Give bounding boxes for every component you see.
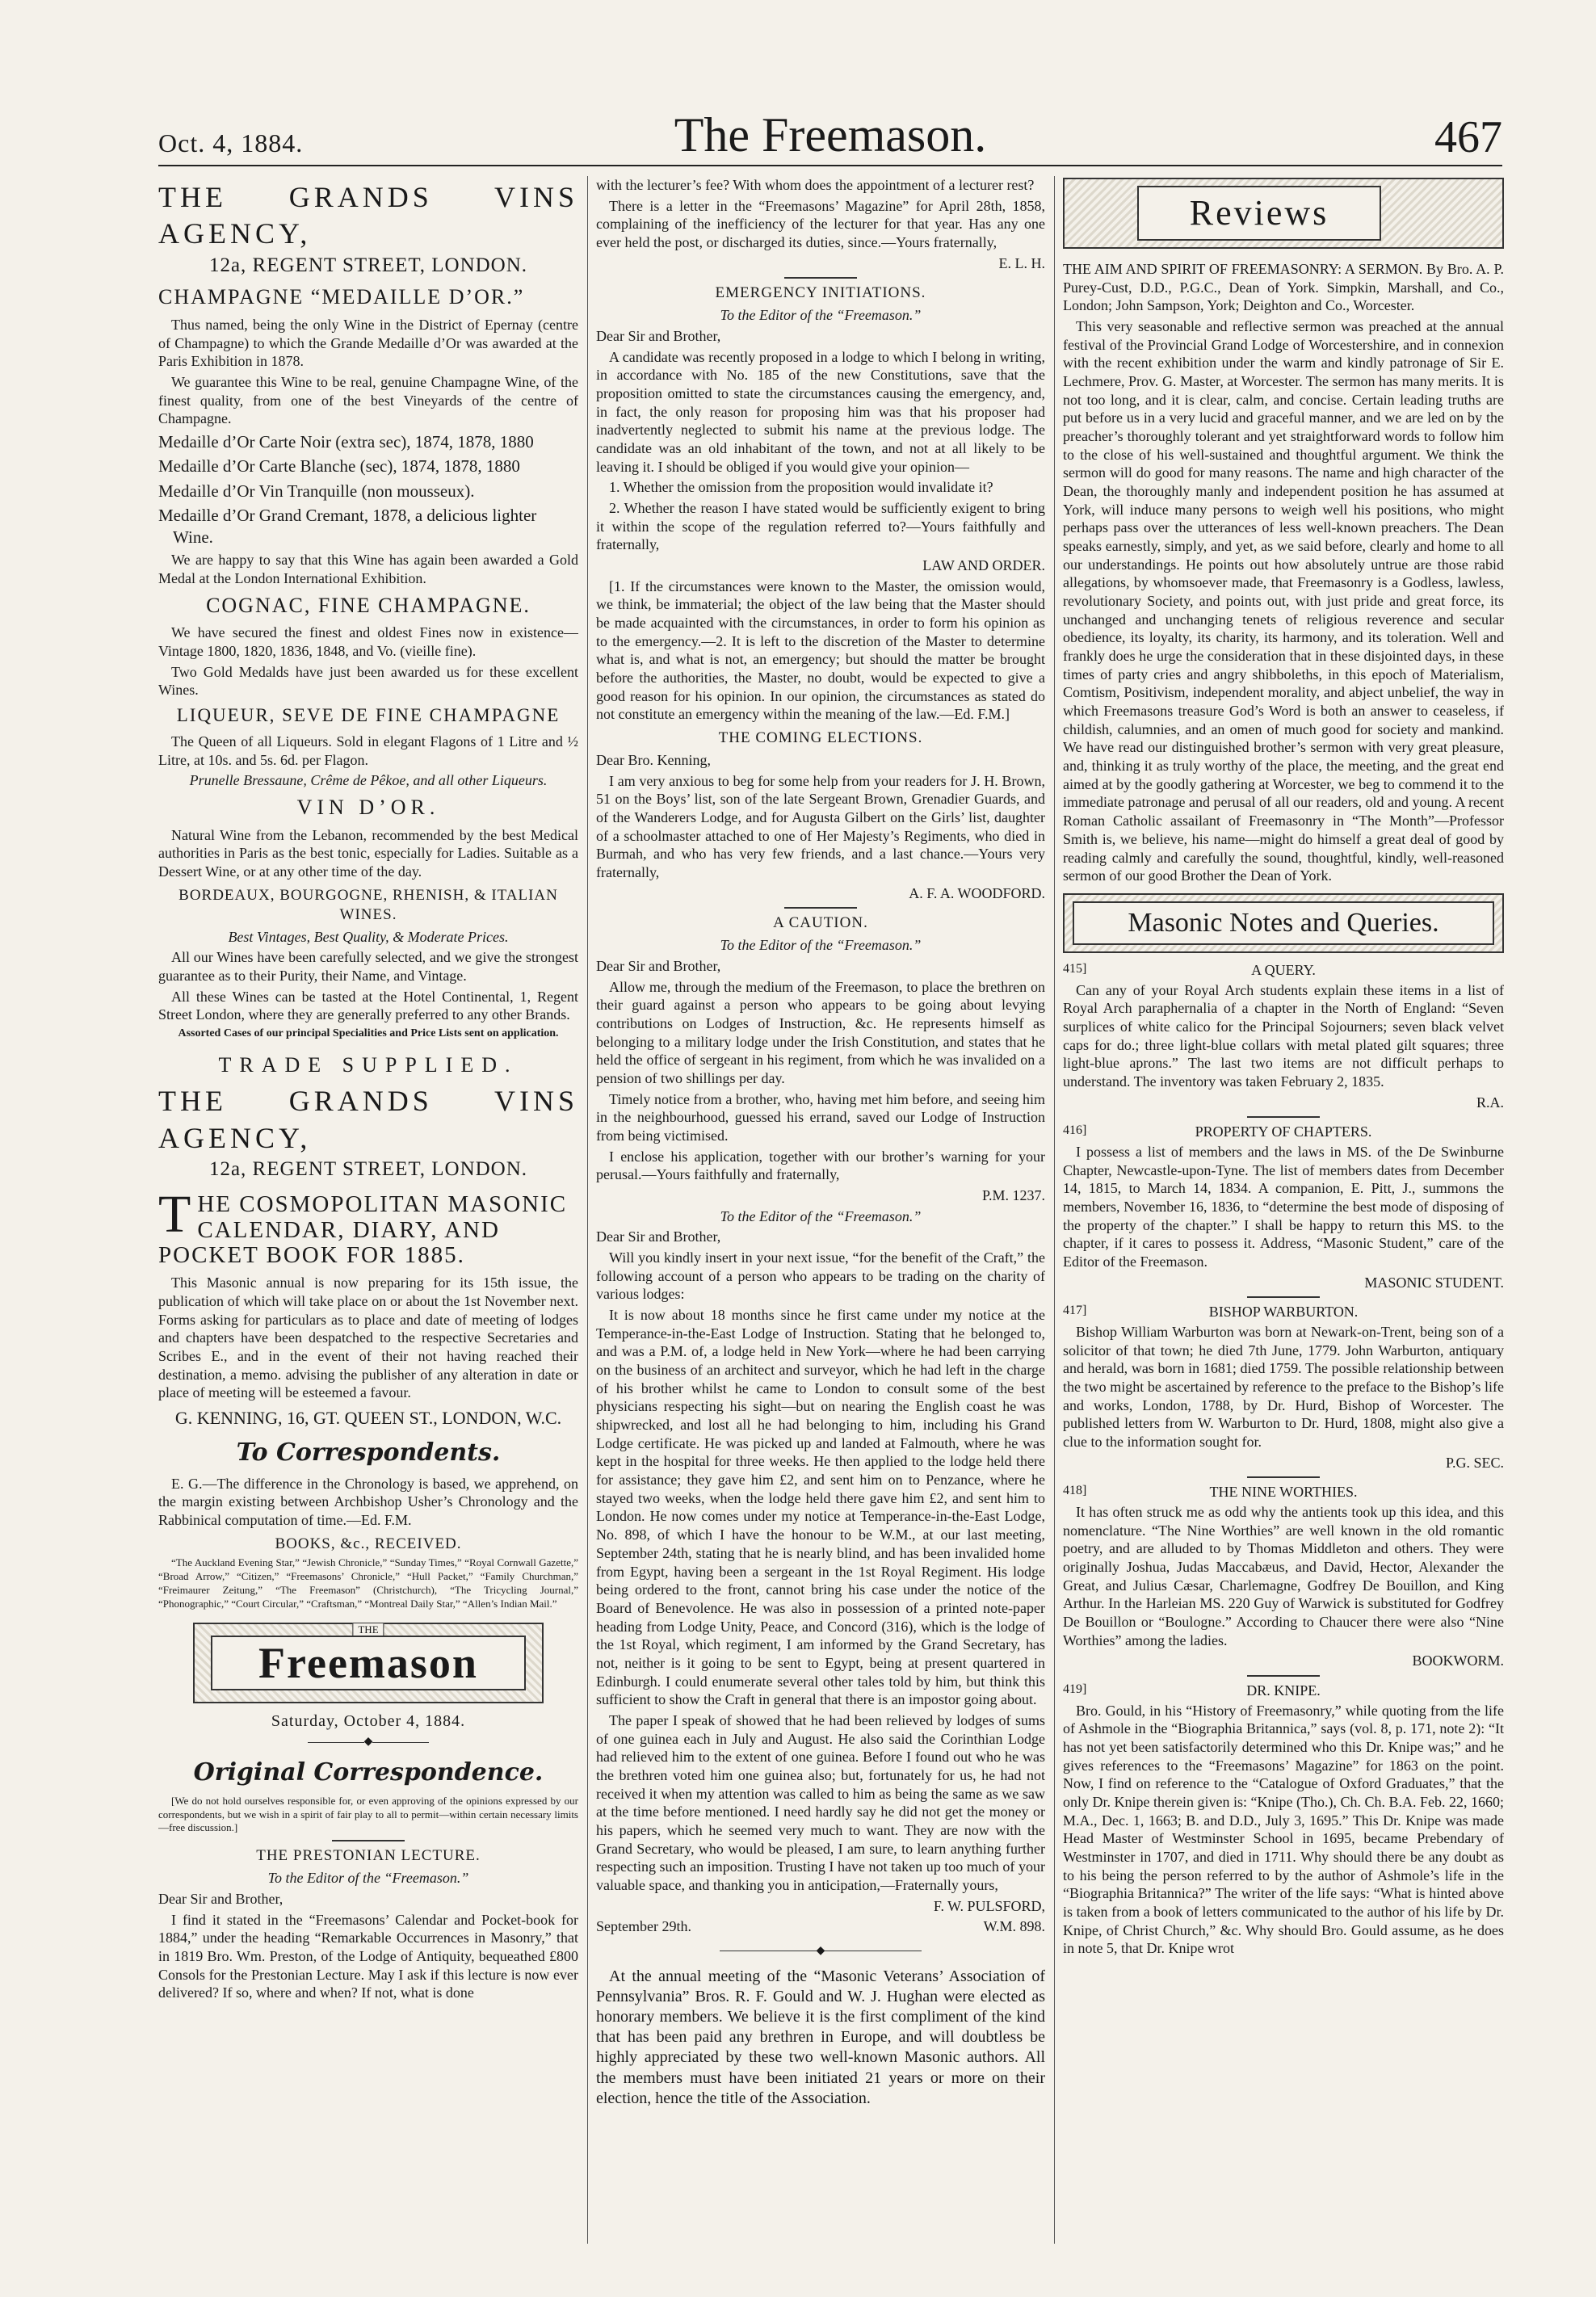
paragraph: We guarantee this Wine to be real, genuine Champagne Wine, of the finest quality, from one of the best Vineyards of the centre of Champagne. [158,373,578,427]
column-divider [1054,176,1055,2244]
query-heading [1063,1303,1504,1321]
letter-salutation: Dear Sir and Brother, [596,958,721,974]
paragraph: We have secured the finest and oldest Fines now in existence—Vintage 1800, 1820, 1836, 1848, and Vo. (vieille fine). [158,624,578,660]
list-item: Medaille d’Or Vin Tranquille (non mousseux). [158,481,475,501]
query-title: A QUERY. [1251,961,1316,978]
letter-title: THE PRESTONIAN LECTURE. [256,1847,481,1865]
masthead-title: Freemason [211,1636,526,1690]
paragraph: Will you kindly insert in your next issue, “for the benefit of the Craft,” the following account of a person who appears to be trading on the charity of various lodges: [596,1249,1045,1303]
review-title: THE AIM AND SPIRIT OF FREEMASONRY: A SERMON. By Bro. A. P. Purey-Cust, D.D., P.G.C., Dean of York. Simpkin, Marshall, and Co., London; John Sampson, York; Deighton and Co., Worcester. [1063,261,1504,314]
column-3 [1063,176,1504,2244]
letter-office: W.M. 898. [983,1918,1045,1935]
query-number: 415] [1063,961,1087,976]
divider [1247,1296,1320,1298]
query-signature: P.G. SEC. [1445,1454,1504,1471]
calendar-heading [158,1184,578,1270]
query-signature: MASONIC STUDENT. [1364,1274,1504,1291]
paragraph: I find it stated in the “Freemasons’ Calendar and Pocket-book for 1884,” under the heading “Remarkable Occurrences in Masonry,” that in 1819 Bro. Wm. Preston, of the Lodge of Antiquity, bequeathed £800 Consols for the Prestonian Lecture. May I ask if this lecture is now ever delivered? If so, where and when? If not, what is done [158,1911,578,2001]
query-title: PROPERTY OF CHAPTERS. [1195,1123,1372,1140]
section-heading: Original Correspondence. [193,1757,544,1787]
advert-address: 12a, REGENT STREET, LONDON. [208,254,528,276]
paragraph: There is a letter in the “Freemasons’ Magazine” for April 28th, 1858, complaining of the inefficiency of the lecturer for that year. Has any one ever held the post, or discharged its duties, since.—Yours fraternally, [596,197,1045,251]
query-heading [1063,1123,1504,1141]
section-heading: COGNAC, FINE CHAMPAGNE. [206,593,531,617]
paragraph: E. G.—The difference in the Chronology is based, we apprehend, on the margin existing between Archbishop Usher’s Chronology and the Rabbinical computation of time.—Ed. F.M. [158,1475,578,1528]
query-heading [1063,1682,1504,1700]
query-number: 418] [1063,1484,1087,1498]
issue-date: Oct. 4, 1884. [158,128,304,157]
notes-banner-title: Masonic Notes and Queries. [1073,901,1494,945]
list-item: Medaille d’Or Carte Blanche (sec), 1874, 1878, 1880 [158,456,520,477]
query-number: 417] [1063,1304,1087,1318]
paragraph: This Masonic annual is now preparing for its 15th issue, the publication of which will take place on or about the 1st November next. Forms asking for particulars as to place and date of meeting of lodges and chapters have been despatched to the respective Secretaries and Scribes E., and in the event of their not having reached their destination, a memo. advising the publisher of any alteration in date or place of meeting will be esteemed a favour. [158,1274,578,1401]
paragraph: At the annual meeting of the “Masonic Veterans’ Association of Pennsylvania” Bros. R. F. Gould and W. J. Hughan were elected as honorary members. We believe it is the first compliment of the kind that has been paid any brethren in Europe, and will doubtless be highly appreciated by these two well-known Masonic authors. All the members must have been initiated 21 years or more on their election, hence the title of the Association. [596,1967,1045,2107]
masthead [193,1623,544,1703]
paragraph: I possess a list of members and the laws in MS. of the De Swinburne Chapter, Newcastle-upon-Tyne. The list of members dates from December 14, 1815, to March 14, 1834. A companion, E. Pitt, J., summons the members, November 16, 1836, to “determine the best mode of disposing of the property of the chapter.” I shall be happy to return this MS. to the chapter, if it cares to possess it. Address, “Masonic Student,” care of the Editor of the Freemason. [1063,1143,1504,1270]
letter-address: To the Editor of the “Freemason.” [720,1207,922,1224]
paragraph: 1. Whether the omission from the proposition would invalidate it? [609,479,993,496]
query-heading [1063,1483,1504,1501]
paragraph: 2. Whether the reason I have stated would be sufficiently exigent to bring it within the scope of the regulation referred to?—Yours faithfully and fraternally, [596,500,1045,553]
advert-title: THE GRANDS VINS AGENCY, [158,181,578,250]
letter-signature: P.M. 1237. [981,1187,1045,1204]
masthead-date: Saturday, October 4, 1884. [271,1712,466,1731]
section-heading: TRADE SUPPLIED. [218,1052,519,1077]
query-number: 419] [1063,1682,1087,1697]
calendar-title: HE COSMOPOLITAN MASONIC CALENDAR, DIARY, AND POCKET BOOK FOR 1885. [158,1190,568,1269]
paragraph: It is now about 18 months since he first came under my notice at the Temperance-in-the-East Lodge of Instruction. Stating that he belonged to, and was a P.M. of, a lodge held in New York—where he had been carrying on the business of an architect and surveyor, which he had left in the charge of his brother whilst he came to London to consult some of the best physicians respecting his sight—but on nearing the English coast he was shipwrecked, and lost all he had belonging to him, including his Grand Lodge certificate. He was picked up and landed at Falmouth, where he was kept in the hospital for three weeks. He then applied to the lodge held there for assistance; they gave him £2, and sent him on to Penzance, where he stayed two weeks, when the lodge held there gave him £2, and sent him to London. He now comes under my notice at Temperance-in-the-East Lodge, No. 898, of which I have the honour to be W.M., at our last meeting, September 24th, stating that he is nearly blind, and has been invalided home from Egypt, having been a sergeant in the 1st Royal Regiment. His lodge being ordered to the front, cannot bring his case under the notice of the Board of Benevolence. He was also in possession of a printed note-paper heading from Lodge Unity, Peace, and Concord (316), which is the lodge of the 1st Royal, which regiment, I am informed by the Grand Secretary, has not, neither is it going to be sent to Egypt, being at present quartered in Edinburgh. I could enumerate several other tales told by him, but think this sufficient to show the Craft in general that there is an impostor going about. [596,1307,1045,1708]
advert-address: 12a, REGENT STREET, LONDON. [208,1158,528,1181]
publisher-address: G. KENNING, 16, GT. QUEEN ST., LONDON, W.C. [174,1408,562,1428]
divider [1247,1116,1320,1118]
reviews-banner [1063,178,1504,249]
newspaper-title: The Freemason. [674,108,987,162]
paragraph: A candidate was recently proposed in a lodge to which I belong in writing, in accordance with No. 185 of the new Constitutions, save that the proposition omitted to state the circumstances causing the emergency, and, in fact, the only reason for proposing him was that his proposer had inadvertently neglected to submit his name at the previous lodge. The candidate was an old inhabitant of the town, and not at all likely to be leaving it. I should be obliged if you would give your opinion— [596,348,1045,475]
running-head [158,103,1502,166]
letter-title: A CAUTION. [773,914,868,932]
paragraph: Thus named, being the only Wine in the District of Epernay (centre of Champagne) to which the Grande Medaille d’Or was awarded at the Paris Exhibition in 1878. [158,316,578,370]
paragraph: This very seasonable and reflective sermon was preached at the annual festival of the Provincial Grand Lodge of Worcestershire, and in connexion with the recent exhibition under the warm and kindly patronage of Sir E. Lechmere, Prov. G. Master, at Worcester. The sermon has many merits. It is not too long, and it is clear, calm, and concise. Certain leading truths are put before us in a very lucid and graceful manner, and we are led on by the preacher’s thoroughly tolerant and yet straightforward words to follow him to the close of his well-sustained and thoughtful argument. We think the sermon will do good for many reasons. The name and high character of the Dean, the thoroughly manly and independent position he has assumed at York, will induce many persons to weigh well his positions, who might perhaps pass over the utterances of less well-known preachers. The Dean speaks earnestly, simply, and yet, as we said before, clearly and home to all our understandings. He points out how absolutely untrue are those rabid allegations, by whomsoever made, that Freemasonry is a Godless, lawless, revolutionary Society, and points out, with just pride and great force, its unchanged and unchanging tenets of religious reverence and secular obedience, its loyalty, its charity, its harmony, and its toleration. Well and frankly does he urge the consideration that in these disjointed days, in these times of party cries and angry shibboleths, in this epoch of Materialism, Comtism, Positivism, independent morality, and abject unbelief, the way in which Freemasons treasure God’s Word is both an answer to ceaseless, if childish, calumnies, and an omen of much good for society and mankind. We have read our distinguished brother’s sermon with very great pleasure, and, thinking it as truly worthy of the place, the meeting, and the great end aimed at by the goodly gathering at Worcester, we beg to commend it to the immediate patronage and perusal of all our readers, old and young. A recent Roman Catholic assailant of Freemasonry in “The Month”—Professor Smith is, we believe, his name—might do himself a great deal of good by reading calmly and carefully the sound, thoughtful, kindly, well-reasoned sermon of our good Brother the Dean of York. [1063,318,1504,884]
paragraph: with the lecturer’s fee? With whom does the appointment of a lecturer rest? [596,177,1035,193]
letter-title: EMERGENCY INITIATIONS. [715,284,926,302]
drop-cap: T [158,1184,193,1244]
section-heading: CHAMPAGNE “MEDAILLE D’OR.” [158,285,525,309]
letter-signature: E. L. H. [998,254,1045,271]
paragraph: I enclose his application, together with our brother’s warning for your perusal.—Yours faithfully and fraternally, [596,1148,1045,1183]
section-heading: LIQUEUR, SEVE DE FINE CHAMPAGNE [176,705,561,726]
letter-signature: LAW AND ORDER. [922,557,1045,574]
letter-salutation: Dear Sir and Brother, [596,1228,721,1245]
notes-banner [1063,893,1504,953]
letter-date: September 29th. [596,1918,691,1935]
section-heading: BOOKS, &c., RECEIVED. [275,1535,462,1552]
page-number: 467 [1434,112,1502,162]
divider [1247,1675,1320,1677]
reviews-banner-title: Reviews [1137,186,1381,241]
query-signature: BOOKWORM. [1412,1652,1504,1669]
column-divider [587,176,588,2244]
paragraph: “The Auckland Evening Star,” “Jewish Chronicle,” “Sunday Times,” “Royal Cornwall Gazette,” “Broad Arrow,” “Citizen,” “Freemasons’ Chronicle,” “Hull Packet,” “Family Churchman,” “Freimaurer Zeitung,” “The Freemason” (Christchurch), “The Tricycling Journal,” “Phonographic,” “Court Circular,” “Craftsman,” “Montreal Daily Star,” “Allen’s Indian Mail.” [158,1556,578,1610]
query-title: THE NINE WORTHIES. [1209,1484,1358,1501]
divider: ◆ [596,1944,1045,1959]
list-item: Medaille d’Or Carte Noir (extra sec), 1874, 1878, 1880 [158,432,534,451]
divider: ◆ [158,1735,578,1749]
editor-reply: [1. If the circumstances were known to the Master, the omission would, we think, be immaterial; the object of the law being that the Master should be made acquainted with the circumstances, in order to form his opinion as to the emergency.—2. It is left to the discretion of the Master to determine what is, and what is not, an emergency; but should the matter be brought before the authorities, the Master, no doubt, would be expected to give a good reason for his opinion. In our opinion, the circumstances as stated do not constitute an emergency within the meaning of the law.—Ed. F.M.] [596,577,1045,723]
divider [784,277,857,279]
letter-signature-row [596,1917,1045,1936]
letter-address: To the Editor of the “Freemason.” [267,1870,469,1887]
column-2 [596,176,1045,2244]
paragraph: The Queen of all Liqueurs. Sold in elegant Flagons of 1 Litre and ½ Litre, at 10s. and 5s. 6d. per Flagon. [158,733,578,768]
column-1 [158,176,578,2244]
query-title: DR. KNIPE. [1246,1682,1321,1699]
letter-salutation: Dear Bro. Kenning, [596,752,711,769]
query-heading [1063,961,1504,980]
paragraph: Can any of your Royal Arch students explain these items in a list of Royal Arch paraphernalia of a chapter in the North of England: “Seven surplices of white calico for the Principal Sojourners; seven black velvet caps for do.; three light-blue collars with metal plated gilt squares; three light-blue aprons.” The last two items are not difficult perhaps to understand. The inventory was taken February 2, 1835. [1063,981,1504,1090]
letter-address: To the Editor of the “Freemason.” [720,307,922,324]
divider [1247,1476,1320,1478]
paragraph: Timely notice from a brother, who, having met him before, and seeing him in the neighbourhood, guessed his errand, saved our Lodge of Instruction from being victimised. [596,1090,1045,1144]
masthead-the: THE [352,1623,384,1637]
divider [332,1840,405,1841]
query-title: BISHOP WARBURTON. [1208,1304,1359,1321]
paragraph: All our Wines have been carefully selected, and we give the strongest guarantee as to their Purity, their Name, and Vintage. [158,949,578,985]
advert-title: THE GRANDS VINS AGENCY, [158,1085,578,1154]
paragraph: Bishop William Warburton was born at Newark-on-Trent, being son of a solicitor of that town; he died 7th June, 1779. John Warburton, antiquary and herald, was born in 1681; died 1759. The possible relationship between the two might be ascertained by reference to the preface to the Bishop’s life and works, London, 1788, by Dr. Hurd, Bishop of Worcester. The published letters from W. Warburton to Dr. Hurd, 1808, might also give a clue to the information sought for. [1063,1323,1504,1450]
paragraph: All these Wines can be tasted at the Hotel Continental, 1, Regent Street London, where they are generally preferred to any other Brands. [158,988,578,1023]
disclaimer: [We do not hold ourselves responsible for, or even approving of the opinions expressed by our correspondents, but we wish in a spirit of fair play to all to permit—within certain necessary limits—free discussion.] [158,1794,578,1834]
letter-salutation: Dear Sir and Brother, [158,1890,284,1907]
letter-address: To the Editor of the “Freemason.” [720,937,922,954]
paragraph: Best Vintages, Best Quality, & Moderate Prices. [228,928,509,945]
list-item: Medaille d’Or Grand Cremant, 1878, a delicious lighter Wine. [158,506,537,547]
section-heading: To Correspondents. [236,1438,501,1467]
query-signature: R.A. [1476,1094,1504,1111]
letter-title: THE COMING ELECTIONS. [718,729,923,747]
letter-signature: F. W. PULSFORD, [933,1897,1045,1914]
letter-signature: A. F. A. WOODFORD. [909,884,1045,901]
section-heading: VIN D’OR. [296,796,440,820]
paragraph: Allow me, through the medium of the Freemason, to place the brethren on their guard against a person who appears to be going about levying contributions on Lodges of Instruction, &c. He represents himself as belonging to a military lodge under the Irish Constitution, and states that he held the office of sergeant in his regiment, from which he was invalided on a pension of two shillings per day. [596,978,1045,1087]
divider [784,907,857,909]
paragraph: The paper I speak of showed that he had been relieved by lodges of sums of one guinea each in July and August. He also said the Corinthian Lodge had relieved him to the extent of one guinea. Before I found out who he was the brethren voted him one guinea also; but, fortunately for us, he had not received it when my attention was called to him as being the same as we saw at the time before mentioned. I need hardly say he did not get the money or his papers, which he seemed very much to want. They are now with the Grand Secretary, who would be pleased, I am sure, to learn anything further respecting such an imposition. Trusting I have not taken up too much of your valuable space, and thanking you in anticipation,—Fraternally yours, [596,1711,1045,1893]
section-heading: BORDEAUX, BOURGOGNE, RHENISH, & ITALIAN WINES. [178,886,558,923]
paragraph: Assorted Cases of our principal Specialities and Price Lists sent on application. [178,1027,559,1040]
paragraph: Two Gold Medalds have just been awarded us for these excellent Wines. [158,663,578,699]
query-number: 416] [1063,1123,1087,1138]
paragraph: Bro. Gould, in his “History of Freemasonry,” while quoting from the life of Ashmole in the “Biographia Britannica,” says (vol. 8, p. 171, note 2): “It has not yet been satisfactorily determined who this Dr. Knipe was;” and he gives references to the “Freemasons’ Magazine” for 1863 on the point. Now, I find on reference to the “Catalogue of Oxford Graduates,” that the only Dr. Knipe therein given is: “Knipe (Tho.), Ch. Ch. B.A. Feb. 22, 1660; M.A., Dec. 1, 1663; B. and D.D., July 3, 1695.” This Dr. Knipe was made Head Master of Westminster School in 1695, became Prebendary of Westminster in 1707, and died in 1711. Why should there be any doubt as to his being the person referred to by the author of Ashmole’s life in the “Biographia Britannica?” The writer of the life says: “What is hinted above is taken from a book of letters communicated to the author of his life by Dr. Knipe, of Christ Church,” &c. Why should Bro. Gould assume, as he does in note 5, that Dr. Knipe wrot [1063,1702,1504,1957]
paragraph: Natural Wine from the Lebanon, recommended by the best Medical authorities in Paris as the best tonic, especially for Ladies. Suitable as a Dessert Wine, or at any other time of the day. [158,826,578,880]
paragraph: Prunelle Bressaune, Crême de Pêkoe, and all other Liqueurs. [189,772,548,789]
paragraph: It has often struck me as odd why the antients took up this idea, and this nomenclature. “The Nine Worthies” are well known in the old romantic poetry, and are alluded to by Thomas Middleton and others. They were originally Joshua, Judas Maccabæus, and David, Hector, Alexander the Great, and Julius Cæsar, Charlemagne, Godfrey De Bouillon, and King Arthur. In the Harleian MS. 220 Guy of Warwick is substituted for Godfrey De Bouillon or “Boulogne.” According to Chaucer there were also “Nine Worthies” among the ladies. [1063,1503,1504,1648]
paragraph: I am very anxious to beg for some help from your readers for J. H. Brown, 51 on the Boys’ list, son of the late Sergeant Brown, Grenadier Guards, and of the Wanderers Lodge, and for Augusta Gilbert on the Girls’ list, daughter of a schoolmaster attached to one of Her Majesty’s Regiments, who died in Burmah, and who has very few friends, and a last chance.—Yours very fraternally, [596,772,1045,881]
letter-salutation: Dear Sir and Brother, [596,327,721,344]
paragraph: We are happy to say that this Wine has again been awarded a Gold Medal at the London International Exhibition. [158,552,578,586]
